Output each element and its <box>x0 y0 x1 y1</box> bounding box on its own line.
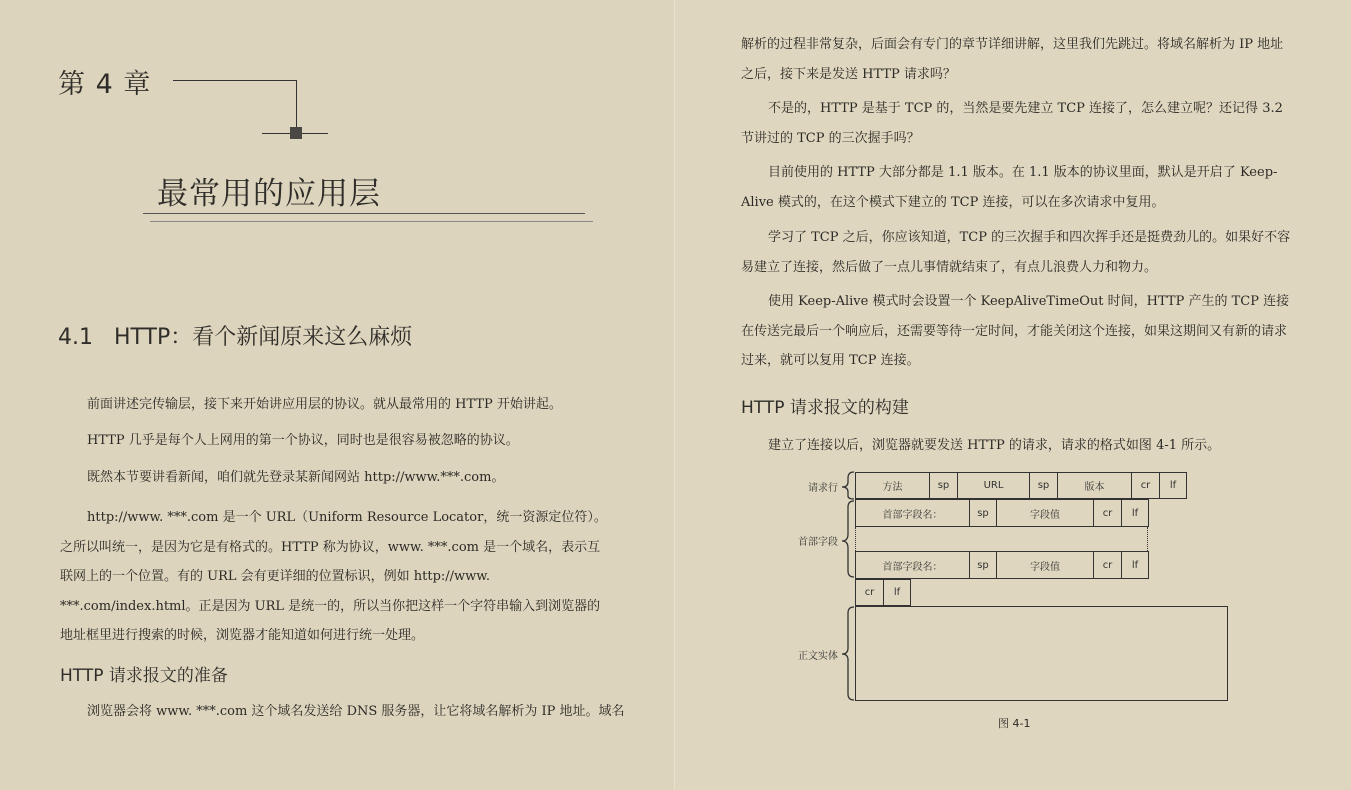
diagram-cell-header-name: 首部字段名： <box>855 499 970 527</box>
label-header-fields: 首部字段 <box>798 537 838 548</box>
chapter-number: 第 4 章 <box>58 69 152 100</box>
chapter-rule-horizontal <box>173 80 297 81</box>
diagram-cell-header-name: 首部字段名： <box>855 551 970 579</box>
diagram-ellipsis-row <box>855 527 1148 551</box>
paragraph: 前面讲述完传输层，接下来开始讲应用层的协议。就从最常用的 HTTP 开始讲起。 <box>87 397 562 412</box>
diagram-body-box <box>855 606 1228 701</box>
diagram-cell-header-value: 字段值 <box>996 551 1094 579</box>
label-request-line: 请求行 <box>808 483 838 494</box>
chapter-square-marker <box>290 127 302 139</box>
diagram-cell-lf: lf <box>1121 499 1149 527</box>
paragraph: 既然本节要讲看新闻，咱们就先登录某新闻网站 http://www.***.com。 <box>87 470 505 485</box>
title-underline-top <box>143 213 585 214</box>
diagram-cell-cr: cr <box>1093 551 1122 579</box>
chapter-rule-vertical <box>296 80 297 133</box>
diagram-cell-sp: sp <box>1029 472 1058 499</box>
chapter-title: 最常用的应用层 <box>157 176 381 212</box>
section-title: 4.1 HTTP：看个新闻原来这么麻烦 <box>58 325 413 350</box>
book-gutter <box>674 0 675 790</box>
label-body: 正文实体 <box>798 651 838 662</box>
paragraph: 浏览器会将 www. ***.com 这个域名发送给 DNS 服务器，让它将域名解析为 IP 地址。域名 <box>87 704 625 719</box>
diagram-cell-method: 方法 <box>855 472 930 499</box>
diagram-cell-cr: cr <box>855 579 884 606</box>
subheading: HTTP 请求报文的准备 <box>60 666 228 686</box>
diagram-cell-cr: cr <box>1093 499 1122 527</box>
diagram-cell-lf: lf <box>883 579 911 606</box>
title-underline-bottom <box>150 221 593 222</box>
paragraph: 不是的，HTTP 是基于 TCP 的，当然是要先建立 TCP 连接了，怎么建立呢？还记得 3.2 节讲过的 TCP 的三次握手吗？ <box>741 101 1283 146</box>
paragraph: 目前使用的 HTTP 大部分都是 1.1 版本。在 1.1 版本的协议里面，默认是开启了 Keep-Alive 模式的，在这个模式下建立的 TCP 连接，可以在多次请求中复用。 <box>741 165 1278 210</box>
diagram-cell-sp: sp <box>929 472 958 499</box>
paragraph: HTTP 几乎是每个人上网用的第一个协议，同时也是很容易被忽略的协议。 <box>87 433 519 448</box>
diagram-cell-version: 版本 <box>1057 472 1132 499</box>
diagram-cell-sp: sp <box>969 499 997 527</box>
figure-caption: 图 4-1 <box>998 717 1031 730</box>
subheading: HTTP 请求报文的构建 <box>741 398 909 418</box>
diagram-cell-header-value: 字段值 <box>996 499 1094 527</box>
diagram-cell-sp: sp <box>969 551 997 579</box>
diagram-cell-lf: lf <box>1121 551 1149 579</box>
diagram-cell-cr: cr <box>1131 472 1160 499</box>
diagram-cell-url: URL <box>957 472 1030 499</box>
paragraph: http://www. ***.com 是一个 URL（Uniform Resource Locator，统一资源定位符）。之所以叫统一，是因为它是有格式的。HTTP 称为协议，www. ***.com 是一个域名，表示互联网上的一个位置。有的 URL 会有更详细的位置标识，例如 http://www. ***.com/index.html。正是因为 URL 是统一的，所以当你把这样一个字符串输入到浏览器的地址框里进行搜索的时候，浏览器才能知道如何进行统一处理。 <box>60 510 607 643</box>
paragraph: 解析的过程非常复杂，后面会有专门的章节详细讲解，这里我们先跳过。将域名解析为 IP 地址之后，接下来是发送 HTTP 请求吗？ <box>741 37 1284 82</box>
paragraph: 建立了连接以后，浏览器就要发送 HTTP 的请求，请求的格式如图 4-1 所示。 <box>768 438 1221 453</box>
diagram-cell-lf: lf <box>1159 472 1187 499</box>
paragraph: 使用 Keep-Alive 模式时会设置一个 KeepAliveTimeOut 时间，HTTP 产生的 TCP 连接在传送完最后一个响应后，还需要等待一定时间，才能关闭这个连接，如果这期间又有新的请求过来，就可以复用 TCP 连接。 <box>741 294 1290 368</box>
paragraph: 学习了 TCP 之后，你应该知道，TCP 的三次握手和四次挥手还是挺费劲儿的。如果好不容易建立了连接，然后做了一点儿事情就结束了，有点儿浪费人力和物力。 <box>741 230 1291 275</box>
